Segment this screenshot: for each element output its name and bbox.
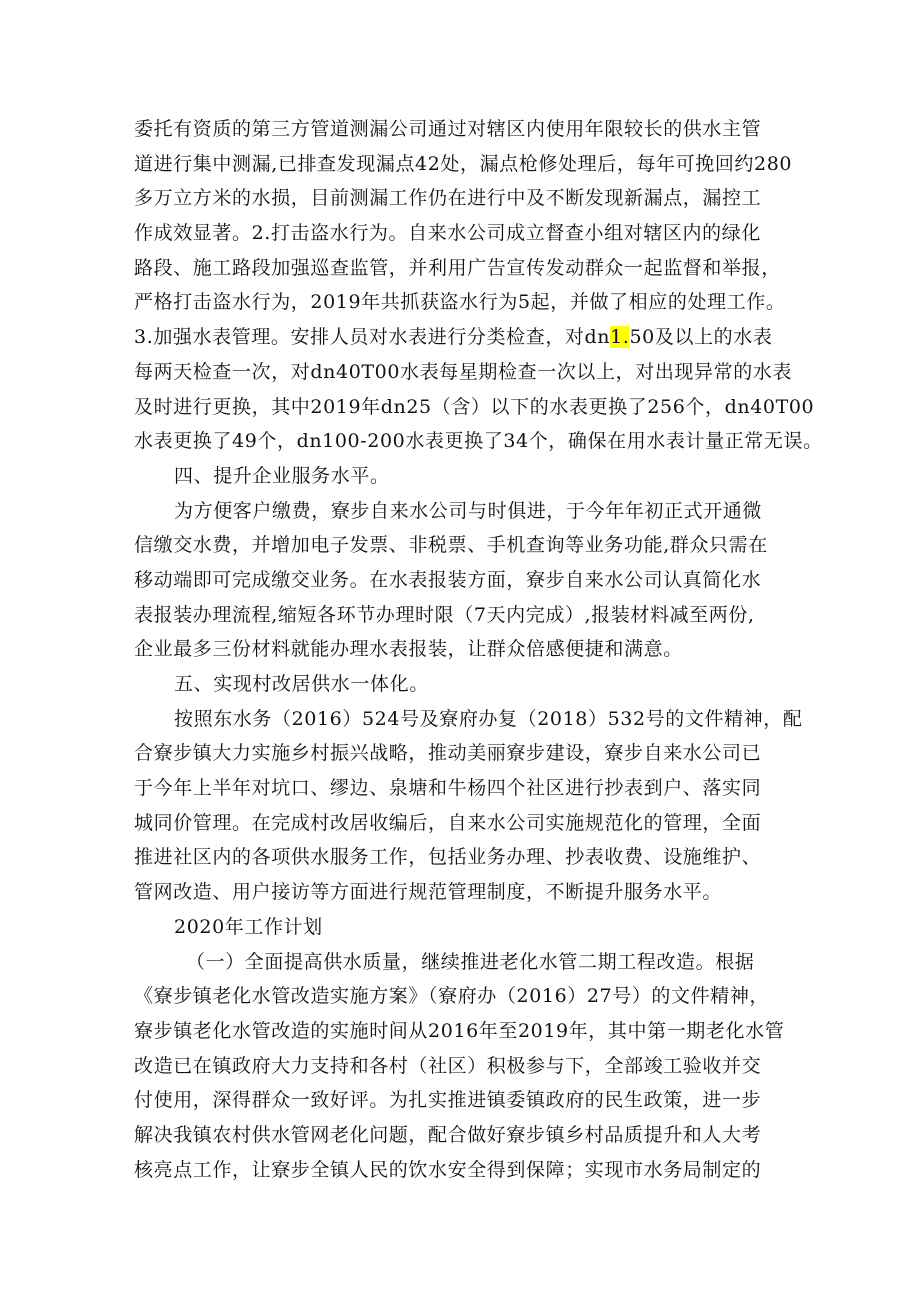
section-heading: 四、提升企业服务水平。 [174, 464, 390, 487]
text-line: 水表更换了49个，dn100-200水表更换了34个，确保在用水表计量正常无误。 [134, 430, 823, 453]
paragraph-line: 于今年上半年对坑口、缪边、泉塘和牛杨四个社区进行抄表到户、落实同 [134, 777, 762, 800]
paragraph-line: 表报装办理流程,缩短各环节办理时限（7天内完成）,报装材料减至两份, [134, 603, 755, 626]
text-line: 道进行集中测漏,已排查发现漏点42处，漏点枪修处理后，每年可挽回约280 [134, 152, 793, 175]
text-line: 严格打击盗水行为，2019年共抓获盗水行为5起，并做了相应的处理工作。 [134, 291, 786, 314]
text-segment: 3.加强水表管理。安排人员对水表进行分类检查，对dn [134, 326, 611, 349]
text-segment: 50及以上的水表 [629, 326, 773, 349]
paragraph-line: 为方便客户缴费，寮步自来水公司与时俱进，于今年年初正式开通微 [174, 499, 763, 522]
text-line: 及时进行更换，其中2019年dn25（含）以下的水表更换了256个，dn40T00 [134, 395, 815, 418]
paragraph-line: 信缴交水费，并增加电子发票、非税票、手机查询等业务功能,群众只需在 [134, 534, 768, 557]
text-line: 多万立方米的水损，目前测漏工作仍在进行中及不断发现新漏点，漏控工 [134, 187, 762, 210]
text-line: 委托有资质的第三方管道测漏公司通过对辖区内使用年限较长的供水主管 [134, 118, 762, 140]
paragraph-line: 按照东水务（2016）524号及寮府办复（2018）532号的文件精神，配 [174, 707, 803, 730]
paragraph-line: （一）全面提高供水质量，继续推进老化水管二期工程改造。根据 [186, 950, 755, 973]
paragraph-line: 城同价管理。在完成村改居收编后，自来水公司实施规范化的管理，全面 [134, 811, 762, 834]
paragraph-line: 寮步镇老化水管改造的实施时间从2016年至2019年，其中第一期老化水管 [134, 1019, 785, 1042]
text-line: 路段、施工路段加强巡查监管，并利用广告宣传发动群众一起监督和举报， [134, 256, 781, 279]
paragraph-line: 推进社区内的各项供水服务工作，包括业务办理、抄表收费、设施维护、 [134, 846, 762, 869]
paragraph-line: 核亮点工作，让寮步全镇人民的饮水安全得到保障；实现市水务局制定的 [134, 1158, 762, 1181]
paragraph-line: 《寮步镇老化水管改造实施方案》（寮府办（2016）27号）的文件精神， [134, 985, 770, 1008]
text-line: 作成效显著。2.打击盗水行为。自来水公司成立督查小组对辖区内的绿化 [134, 222, 761, 245]
document-body [134, 112, 823, 1187]
text-line [134, 320, 794, 355]
section-heading: 五、实现村改居供水一体化。 [174, 673, 429, 695]
highlighted-text: 1. [610, 326, 630, 349]
paragraph-line: 付使用，深得群众一致好评。为扎实推进镇委镇政府的民生政策，进一步 [134, 1089, 762, 1112]
paragraph-line: 改造已在镇政府大力支持和各村（社区）积极参与下，全部竣工验收并交 [134, 1054, 762, 1077]
paragraph-line: 企业最多三份材料就能办理水表报装，让群众倍感便捷和满意。 [134, 638, 683, 661]
paragraph-line: 移动端即可完成缴交业务。在水表报装方面，寮步自来水公司认真简化水 [134, 568, 762, 591]
paragraph-line: 合寮步镇大力实施乡村振兴战略，推动美丽寮步建设，寮步自来水公司已 [134, 742, 762, 765]
text-line: 每两天检查一次，对dn40T00水表每星期检查一次以上，对出现异常的水表 [134, 360, 793, 383]
section-heading: 2020年工作计划 [174, 915, 323, 938]
paragraph-line: 解决我镇农村供水管网老化问题，配合做好寮步镇乡村品质提升和人大考 [134, 1123, 762, 1146]
paragraph-line: 管网改造、用户接访等方面进行规范管理制度，不断提升服务水平。 [134, 881, 723, 904]
